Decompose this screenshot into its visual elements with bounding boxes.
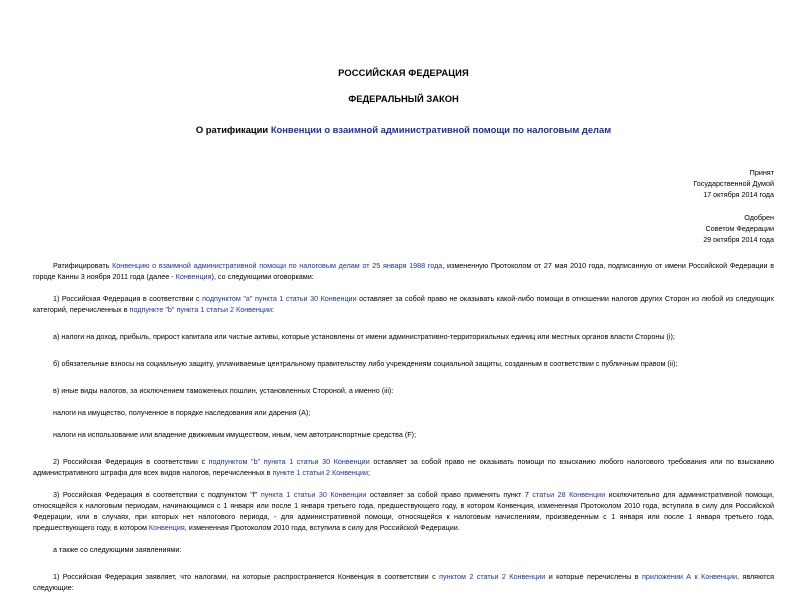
country-heading: РОССИЙСКАЯ ФЕДЕРАЦИЯ	[338, 67, 469, 78]
item-b-paragraph: б) обязательные взносы на социальную защиту, уплачиваемые центральному правительству либо учреждениям социальной защиты, созданным в соответствии с публичным правом (ii);	[53, 359, 678, 368]
approval-line-1: Одобрен	[744, 213, 774, 222]
article-2-1-link[interactable]: пункте 1 статьи 2 Конвенции	[272, 468, 369, 477]
item-c-paragraph: в) иные виды налогов, за исключением таможенных пошлин, установленных Стороной, а именно (iii):	[53, 386, 394, 395]
declaration-1-text-3: , являются следующие:	[33, 572, 774, 592]
law-type-heading: ФЕДЕРАЛЬНЫЙ ЗАКОН	[348, 93, 459, 104]
law-title	[33, 124, 774, 136]
intro-text-2: , измененную Протоколом от 27 мая 2010 года, подписанную от имени Российской Федерации в городе Канны 3 ноября 2011 года (далее -	[33, 261, 775, 281]
convention-link[interactable]: Конвенция	[175, 272, 212, 281]
item-a-paragraph: а) налоги на доход, прибыль, прирост капитала или чистые активы, которые установлены от имени административно-территориальных единиц или местных органов власти Стороны (i);	[53, 332, 675, 341]
reservation-1-text-2: оставляет за собой право не оказывать какой-либо помощи в отношении налогов других Сторон из любой из следующих категорий, перечисленных в	[33, 294, 774, 314]
reservation-2-text-2: оставляет за собой право не оказывать помощи по взысканию любого налогового требования или по взысканию административного штрафа для всех видов налогов, перечисленных в	[33, 457, 774, 477]
reservation-3-text-2: оставляет за собой право применять пункт 7	[366, 490, 533, 499]
article-30-1a-link[interactable]: подпунктом "a" пункта 1 статьи 30 Конвенции	[202, 294, 357, 303]
reservation-3-text-1: 3) Российская Федерация в соответствии с подпунктом "f"	[53, 490, 261, 499]
approval-block	[33, 212, 774, 245]
article-30-1b-link[interactable]: подпунктом "b" пункта 1 статьи 30 Конвенции	[208, 457, 370, 466]
adoption-block	[33, 167, 774, 200]
reservation-2-text-1: 2) Российская Федерация в соответствии с	[53, 457, 209, 466]
reservation-2-text-3: ;	[368, 468, 371, 477]
reservation-3-text-4: , измененная Протоколом 2010 года, вступила в силу для Российской Федерации.	[184, 523, 460, 532]
convention-link-2[interactable]: Конвенция	[148, 523, 185, 532]
declarations-intro: а также со следующими заявлениями:	[53, 545, 182, 554]
approval-line-2: Советом Федерации	[705, 224, 774, 233]
item-c-sub-1: налоги на имущество, полученное в порядке наследования или дарения (A);	[53, 408, 311, 417]
adoption-line-3: 17 октября 2014 года	[703, 190, 774, 199]
article-2-2-link[interactable]: пунктом 2 статьи 2 Конвенции	[439, 572, 546, 581]
declaration-1-paragraph	[33, 571, 774, 593]
reservation-1-text-1: 1) Российская Федерация в соответствии с	[53, 294, 203, 303]
convention-date-link[interactable]: Конвенцию о взаимной административной помощи по налоговым делам от 25 января 1988 года	[112, 261, 443, 270]
intro-text-1: Ратифицировать	[53, 261, 113, 270]
article-28-link[interactable]: статьи 28 Конвенции	[532, 490, 606, 499]
annex-a-link[interactable]: приложении А к Конвенции	[641, 572, 738, 581]
adoption-line-2: Государственной Думой	[693, 179, 774, 188]
reservation-1-paragraph	[33, 293, 774, 315]
intro-paragraph	[33, 260, 774, 282]
reservation-2-paragraph	[33, 456, 774, 478]
reservation-3-text-3: исключительно для административной помощи, относящейся к налоговым периодам, начинающимся с 1 января или после 1 января третьего года, предшествующего году, в котором Конвенция, измененная Протоколом 2010 года, вступила в силу для Российской Федерации, или в случаях, при которых нет налогового периода, - для административной помощи, относящейся к налоговым начислениям, произведенным с 1 января или после 1 января третьего года, предшествующего году, в котором	[33, 490, 774, 532]
convention-title-link[interactable]: Конвенции о взаимной административной помощи по налоговым делам	[270, 124, 612, 135]
adoption-line-1: Принят	[749, 168, 774, 177]
article-2-1b-link[interactable]: подпункте "b" пункта 1 статьи 2 Конвенции	[129, 305, 273, 314]
approval-line-3: 29 октября 2014 года	[703, 235, 774, 244]
reservation-3-paragraph	[33, 489, 774, 533]
intro-text-3: ), со следующими оговорками:	[211, 272, 314, 281]
article-30-1-link[interactable]: пункта 1 статьи 30 Конвенции	[260, 490, 367, 499]
law-title-prefix: О ратификации	[195, 124, 271, 135]
declaration-1-text-2: и которые перечислены в	[545, 572, 642, 581]
declaration-1-text-1: 1) Российская Федерация заявляет, что налогами, на которые распространяется Конвенция в соответствии с	[53, 572, 440, 581]
reservation-1-text-3: :	[272, 305, 275, 314]
item-c-sub-2: налоги на использование или владение движимым имуществом, иным, чем автотранспортные средства (F);	[53, 430, 417, 439]
